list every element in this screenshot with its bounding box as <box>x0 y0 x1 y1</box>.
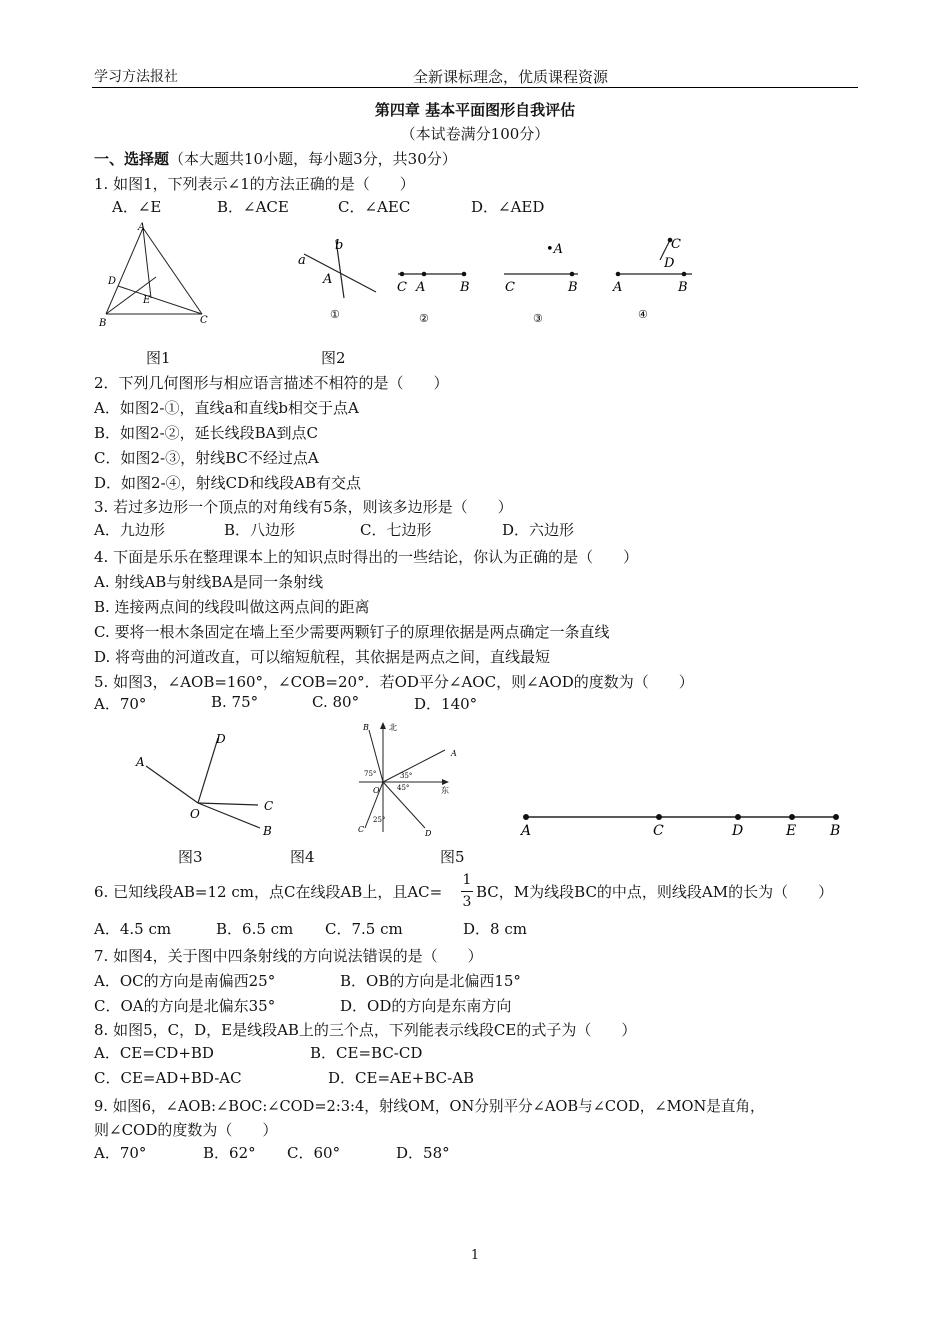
fig2-2-label-c: C <box>397 280 407 295</box>
q6-fraction-numerator: 1 <box>462 872 472 888</box>
section-note: （本大题共10小题，每小题3分，共30分） <box>169 150 457 168</box>
fig2-1-label-b: b <box>335 238 344 253</box>
figure-4 <box>355 720 465 842</box>
fig2-1-number: ① <box>330 308 340 321</box>
fig5-label-c: C <box>653 823 664 839</box>
fig2-3-label-b: B <box>568 280 578 295</box>
q4-option-a: A. 射线AB与射线BA是同一条射线 <box>94 573 324 591</box>
fig4-label-c: C <box>358 825 365 834</box>
q2-option-c: C．如图2-③，射线BC不经过点A <box>94 449 319 467</box>
fig1-label-e: E <box>143 295 151 306</box>
fig1-label-d: D <box>108 276 117 287</box>
q8-option-c: C．CE=AD+BD-AC <box>94 1069 242 1087</box>
fig2-3-label-a: •A <box>546 242 564 257</box>
q6-stem-part-a: 6. 已知线段AB=12 cm，点C在线段AB上，且AC= <box>94 883 443 901</box>
q5-option-c: C. 80° <box>312 693 360 711</box>
fig4-label-a: A <box>451 749 457 758</box>
fig2-caption: 图2 <box>321 349 346 367</box>
header-publisher: 学习方法报社 <box>94 69 178 85</box>
fig4-label-d: D <box>425 829 432 838</box>
fig2-2-label-a: A <box>416 280 426 295</box>
fig4-label-b: B <box>363 723 369 732</box>
q1-option-d: D．∠AED <box>471 198 545 216</box>
fig4-north: 北 <box>389 723 397 732</box>
q4-stem: 4. 下面是乐乐在整理课本上的知识点时得出的一些结论，你认为正确的是（ ） <box>94 548 639 566</box>
q8-option-d: D．CE=AE+BC-AB <box>328 1069 475 1087</box>
figure-3 <box>128 728 283 840</box>
fig5-caption: 图5 <box>440 848 465 866</box>
q8-stem: 8. 如图5，C，D，E是线段AB上的三个点，下列能表示线段CE的式子为（ ） <box>94 1021 637 1039</box>
q5-stem: 5. 如图3，∠AOB=160°，∠COB=20°．若OD平分∠AOC，则∠AOD的度数为（ ） <box>94 673 694 691</box>
fig2-4-label-c: C <box>671 237 681 252</box>
q2-option-b: B．如图2-②，延长线段BA到点C <box>94 424 318 442</box>
fig4-caption: 图4 <box>290 848 315 866</box>
page-number: 1 <box>470 1248 480 1263</box>
q8-option-b: B．CE=BC-CD <box>310 1044 423 1062</box>
q6-option-b: B．6.5 cm <box>216 920 294 938</box>
page-subtitle: （本试卷满分100分） <box>400 125 550 143</box>
q7-option-a: A．OC的方向是南偏西25° <box>94 972 276 990</box>
fig4-angle-75: 75° <box>364 770 377 778</box>
q6-option-a: A．4.5 cm <box>94 920 172 938</box>
fig3-label-a: A <box>136 755 145 769</box>
q6-stem-part-b: BC，M为线段BC的中点，则线段AM的长为（ ） <box>476 883 834 901</box>
q4-option-c: C. 要将一根木条固定在墙上至少需要两颗钉子的原理依据是两点确定一条直线 <box>94 623 610 641</box>
fig4-east: 东 <box>441 786 449 795</box>
fig2-1-label-point-a: A <box>323 272 333 287</box>
fig3-label-b: B <box>263 824 272 838</box>
fig3-label-c: C <box>264 799 274 813</box>
figure-1 <box>96 222 216 332</box>
q7-option-b: B．OB的方向是北偏西15° <box>340 972 521 990</box>
q6-option-d: D．8 cm <box>463 920 527 938</box>
q8-option-a: A．CE=CD+BD <box>94 1044 214 1062</box>
figure-2-part-4 <box>608 232 698 326</box>
page-title: 第四章 基本平面图形自我评估 <box>374 101 576 119</box>
q9-stem-line-2: 则∠COD的度数为（ ） <box>94 1121 278 1139</box>
section-label: 一、选择题 <box>94 150 170 168</box>
q5-option-b: B. 75° <box>211 693 259 711</box>
fig5-label-b: B <box>830 823 841 839</box>
q2-option-a: A．如图2-①，直线a和直线b相交于点A <box>94 399 359 417</box>
q3-option-c: C．七边形 <box>360 521 432 539</box>
section-heading <box>94 148 457 169</box>
figure-2-part-3 <box>500 238 590 326</box>
q3-option-b: B．八边形 <box>224 521 296 539</box>
fig2-3-number: ③ <box>533 312 543 325</box>
q1-option-b: B．∠ACE <box>217 198 289 216</box>
q1-stem: 1. 如图1，下列表示∠1的方法正确的是（ ） <box>94 175 415 193</box>
fig1-caption: 图1 <box>146 349 171 367</box>
fig2-3-label-c: C <box>505 280 515 295</box>
figure-5 <box>518 805 848 841</box>
q6-fraction-bar <box>461 891 473 892</box>
q9-stem-line-1: 9. 如图6，∠AOB:∠BOC:∠COD=2:3:4，射线OM，ON分别平分∠AOB与∠COD，∠MON是直角， <box>94 1098 765 1115</box>
q9-option-b: B．62° <box>203 1144 256 1162</box>
header-slogan: 全新课标理念，优质课程资源 <box>413 68 609 86</box>
figure-2-part-2 <box>394 262 474 326</box>
fig4-angle-45: 45° <box>397 784 410 792</box>
fig1-label-a: A <box>138 222 146 233</box>
q3-option-d: D．六边形 <box>502 521 575 539</box>
fig2-2-number: ② <box>419 312 429 325</box>
q6-fraction-denominator: 3 <box>462 894 472 910</box>
q5-option-d: D．140° <box>414 695 478 713</box>
fig2-4-label-a: A <box>613 280 623 295</box>
fig1-label-b: B <box>99 318 107 329</box>
q3-option-a: A．九边形 <box>94 521 165 539</box>
q9-option-a: A．70° <box>94 1144 147 1162</box>
q6-option-c: C．7.5 cm <box>325 920 403 938</box>
figure-2-part-1 <box>290 236 385 324</box>
fig4-label-o: O <box>373 786 380 795</box>
q2-option-d: D．如图2-④，射线CD和线段AB有交点 <box>94 474 361 492</box>
fig4-angle-25: 25° <box>373 816 386 824</box>
q5-option-a: A．70° <box>94 695 147 713</box>
fig3-caption: 图3 <box>178 848 203 866</box>
fig5-label-a: A <box>521 823 532 839</box>
fig5-label-d: D <box>732 823 744 839</box>
q7-stem: 7. 如图4，关于图中四条射线的方向说法错误的是（ ） <box>94 947 483 965</box>
fig3-label-d: D <box>216 732 226 746</box>
fig1-label-c: C <box>200 315 208 326</box>
q1-option-c: C．∠AEC <box>338 198 411 216</box>
fig2-4-label-b: B <box>678 280 688 295</box>
q1-option-a: A．∠E <box>112 198 162 216</box>
q9-option-d: D．58° <box>396 1144 450 1162</box>
q3-stem: 3. 若过多边形一个顶点的对角线有5条，则该多边形是（ ） <box>94 498 513 516</box>
fig4-angle-35: 35° <box>400 772 413 780</box>
fig2-4-number: ④ <box>638 308 648 321</box>
q7-option-c: C．OA的方向是北偏东35° <box>94 997 276 1015</box>
q7-option-d: D．OD的方向是东南方向 <box>340 997 512 1015</box>
q2-stem: 2．下列几何图形与相应语言描述不相符的是（ ） <box>94 374 449 392</box>
fig5-label-e: E <box>786 823 797 839</box>
fig3-label-o: O <box>190 807 200 821</box>
fig2-4-label-d: D <box>664 256 675 271</box>
q4-option-b: B. 连接两点间的线段叫做这两点间的距离 <box>94 598 370 616</box>
fig2-1-label-a: a <box>298 253 306 268</box>
header-divider <box>92 87 858 88</box>
fig2-2-label-b: B <box>460 280 470 295</box>
q9-option-c: C．60° <box>287 1144 341 1162</box>
q4-option-d: D. 将弯曲的河道改直，可以缩短航程，其依据是两点之间，直线最短 <box>94 648 551 666</box>
